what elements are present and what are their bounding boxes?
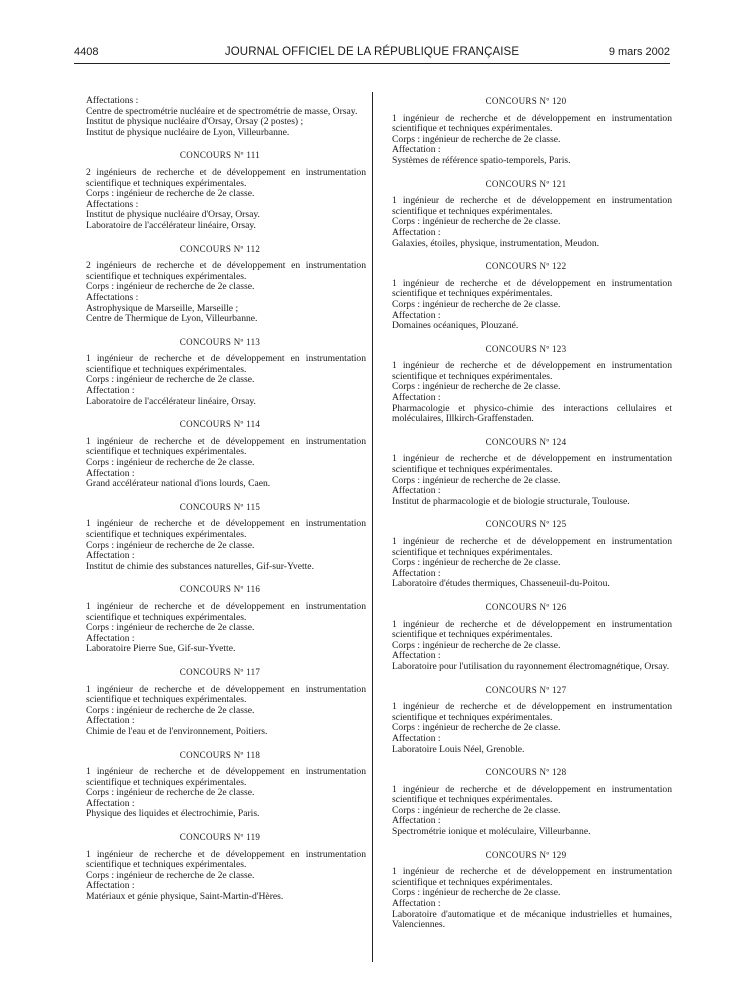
concours-section bbox=[380, 850, 672, 931]
concours-title: CONCOURS Nº 122 bbox=[485, 261, 567, 272]
affectation-label: Affectation : bbox=[86, 632, 135, 644]
concours-corps: Corps : ingénieur de recherche de 2e classe. bbox=[392, 381, 561, 393]
concours-title: CONCOURS Nº 128 bbox=[485, 767, 567, 778]
concours-corps: Corps : ingénieur de recherche de 2e classe. bbox=[392, 722, 561, 734]
affectation-line: Physique des liquides et électrochimie, Paris. bbox=[86, 808, 260, 820]
concours-title: CONCOURS Nº 113 bbox=[179, 336, 261, 347]
concours-corps: Corps : ingénieur de recherche de 2e classe. bbox=[86, 457, 255, 469]
affectation-label: Affectation : bbox=[86, 550, 135, 562]
concours-section bbox=[380, 96, 672, 167]
concours-section bbox=[380, 437, 672, 508]
affectation-label: Affectation : bbox=[392, 815, 441, 827]
concours-description: 1 ingénieur de recherche et de développement en instrumentation scientifique et techniques expérimentales. bbox=[392, 360, 672, 382]
concours-title: CONCOURS Nº 118 bbox=[179, 749, 261, 760]
right-column bbox=[380, 96, 672, 943]
affectation-line: Laboratoire Pierre Sue, Gif-sur-Yvette. bbox=[86, 643, 236, 655]
affectation-line: Institut de physique nucléaire d'Orsay, Orsay (2 postes) ; bbox=[86, 116, 304, 128]
concours-description: 1 ingénieur de recherche et de développement en instrumentation scientifique et techniques expérimentales. bbox=[86, 600, 366, 623]
concours-corps: Corps : ingénieur de recherche de 2e classe. bbox=[86, 539, 255, 551]
concours-description: 1 ingénieur de recherche et de développement en instrumentation scientifique et techniques expérimentales. bbox=[86, 353, 366, 375]
page-number: 4408 bbox=[74, 46, 99, 58]
concours-title: CONCOURS Nº 126 bbox=[485, 601, 567, 612]
concours-section bbox=[380, 602, 672, 673]
affectation-label: Affectation : bbox=[392, 732, 441, 744]
concours-description: 1 ingénieur de recherche et de développement en instrumentation scientifique et techniques expérimentales. bbox=[392, 701, 672, 723]
right-sections bbox=[380, 96, 672, 931]
left-column bbox=[74, 96, 366, 915]
affectation-label: Affectation : bbox=[392, 144, 441, 156]
concours-corps: Corps : ingénieur de recherche de 2e classe. bbox=[86, 622, 255, 634]
affectation-label: Affectations : bbox=[86, 95, 139, 106]
affectation-line: Matériaux et génie physique, Saint-Martin-d'Hères. bbox=[86, 891, 284, 903]
concours-title: CONCOURS Nº 116 bbox=[179, 584, 261, 595]
concours-title: CONCOURS Nº 120 bbox=[485, 96, 567, 106]
concours-corps: Corps : ingénieur de recherche de 2e classe. bbox=[392, 557, 561, 569]
concours-title: CONCOURS Nº 124 bbox=[485, 436, 567, 447]
concours-corps: Corps : ingénieur de recherche de 2e classe. bbox=[392, 474, 561, 486]
concours-title: CONCOURS Nº 127 bbox=[485, 684, 567, 695]
concours-description: 1 ingénieur de recherche et de développement en instrumentation scientifique et techniques expérimentales. bbox=[392, 112, 672, 135]
concours-corps: Corps : ingénieur de recherche de 2e classe. bbox=[392, 887, 561, 899]
affectation-line: Grand accélérateur national d'ions lourds, Caen. bbox=[86, 478, 271, 490]
affectation-label: Affectation : bbox=[86, 467, 135, 479]
affectation-line: Domaines océaniques, Plouzané. bbox=[392, 320, 519, 332]
page-header bbox=[74, 46, 670, 62]
concours-section bbox=[74, 337, 366, 408]
concours-title: CONCOURS Nº 112 bbox=[179, 243, 261, 254]
affectation-label: Affectations : bbox=[86, 198, 139, 210]
column-divider bbox=[372, 92, 373, 962]
affectation-line: Institut de chimie des substances naturelles, Gif-sur-Yvette. bbox=[86, 560, 314, 572]
concours-description: 1 ingénieur de recherche et de développement en instrumentation scientifique et techniques expérimentales. bbox=[86, 518, 366, 540]
affectation-label: Affectations : bbox=[86, 291, 139, 303]
affectation-line: Centre de Thermique de Lyon, Villeurbanne. bbox=[86, 313, 258, 325]
concours-description: 1 ingénieur de recherche et de développement en instrumentation scientifique et techniques expérimentales. bbox=[392, 866, 672, 888]
affectation-label: Affectation : bbox=[392, 226, 441, 238]
intro-affectations bbox=[74, 96, 366, 138]
concours-corps: Corps : ingénieur de recherche de 2e classe. bbox=[392, 216, 561, 228]
affectation-label: Affectation : bbox=[86, 880, 135, 892]
concours-description: 1 ingénieur de recherche et de développement en instrumentation scientifique et techniques expérimentales. bbox=[392, 783, 672, 806]
affectation-line: Chimie de l'eau et de l'environnement, Poitiers. bbox=[86, 725, 268, 737]
concours-description: 1 ingénieur de recherche et de développement en instrumentation scientifique et techniques expérimentales. bbox=[392, 195, 672, 217]
concours-title: CONCOURS Nº 123 bbox=[485, 343, 567, 354]
concours-description: 1 ingénieur de recherche et de développement en instrumentation scientifique et techniques expérimentales. bbox=[86, 683, 366, 706]
affectation-line: Laboratoire de l'accélérateur linéaire, Orsay. bbox=[86, 395, 256, 407]
affectation-label: Affectation : bbox=[392, 650, 441, 662]
concours-title: CONCOURS Nº 125 bbox=[485, 519, 567, 530]
concours-section bbox=[74, 750, 366, 821]
concours-description: 2 ingénieurs de recherche et de développement en instrumentation scientifique et techniques expérimentales. bbox=[86, 166, 366, 189]
affectation-line: Centre de spectrométrie nucléaire et de spectrométrie de masse, Orsay. bbox=[86, 105, 358, 117]
affectation-label: Affectation : bbox=[86, 797, 135, 809]
concours-description: 1 ingénieur de recherche et de développement en instrumentation scientifique et techniques expérimentales. bbox=[86, 766, 366, 788]
affectation-label: Affectation : bbox=[86, 385, 135, 397]
affectation-line: Laboratoire de l'accélérateur linéaire, Orsay. bbox=[86, 219, 256, 231]
concours-section bbox=[74, 832, 366, 903]
concours-section bbox=[74, 244, 366, 325]
concours-corps: Corps : ingénieur de recherche de 2e classe. bbox=[86, 869, 255, 881]
concours-section bbox=[74, 150, 366, 231]
affectation-line: Institut de pharmacologie et de biologie structurale, Toulouse. bbox=[392, 495, 630, 507]
concours-corps: Corps : ingénieur de recherche de 2e classe. bbox=[86, 281, 255, 293]
affectation-line: Pharmacologie et physico-chimie des interactions cellulaires et moléculaires, Illkirch-Graffenstaden. bbox=[392, 402, 672, 425]
concours-title: CONCOURS Nº 119 bbox=[179, 832, 261, 843]
concours-section bbox=[380, 344, 672, 425]
affectation-line: Institut de physique nucléaire d'Orsay, Orsay. bbox=[86, 209, 260, 221]
concours-title: CONCOURS Nº 129 bbox=[485, 849, 567, 860]
concours-section bbox=[380, 519, 672, 590]
affectation-line: Institut de physique nucléaire de Lyon, Villeurbanne. bbox=[86, 126, 290, 138]
affectation-line: Laboratoire Louis Néel, Grenoble. bbox=[392, 743, 525, 755]
concours-corps: Corps : ingénieur de recherche de 2e classe. bbox=[86, 787, 255, 799]
concours-title: CONCOURS Nº 117 bbox=[179, 666, 261, 677]
concours-description: 1 ingénieur de recherche et de développement en instrumentation scientifique et techniques expérimentales. bbox=[86, 848, 366, 871]
affectation-line: Spectrométrie ionique et moléculaire, Villeurbanne. bbox=[392, 826, 591, 838]
concours-description: 1 ingénieur de recherche et de développement en instrumentation scientifique et techniques expérimentales. bbox=[86, 435, 366, 458]
concours-corps: Corps : ingénieur de recherche de 2e classe. bbox=[86, 704, 255, 716]
journal-title: JOURNAL OFFICIEL DE LA RÉPUBLIQUE FRANÇAISE bbox=[224, 46, 520, 58]
concours-description: 1 ingénieur de recherche et de développement en instrumentation scientifique et techniques expérimentales. bbox=[392, 536, 672, 558]
concours-corps: Corps : ingénieur de recherche de 2e classe. bbox=[392, 804, 561, 816]
header-rule bbox=[74, 63, 670, 64]
affectation-line: Astrophysique de Marseille, Marseille ; bbox=[86, 302, 239, 314]
concours-description: 2 ingénieurs de recherche et de développement en instrumentation scientifique et techniques expérimentales. bbox=[86, 260, 366, 282]
concours-title: CONCOURS Nº 121 bbox=[485, 178, 567, 189]
affectation-line: Laboratoire pour l'utilisation du rayonnement électromagnétique, Orsay. bbox=[392, 660, 670, 672]
concours-section bbox=[74, 419, 366, 490]
concours-section bbox=[380, 261, 672, 332]
affectation-line: Laboratoire d'automatique et de mécanique industrielles et humaines, Valenciennes. bbox=[392, 908, 672, 931]
concours-section bbox=[380, 179, 672, 250]
concours-corps: Corps : ingénieur de recherche de 2e classe. bbox=[392, 298, 561, 310]
issue-date: 9 mars 2002 bbox=[608, 46, 670, 58]
concours-section bbox=[74, 502, 366, 573]
concours-title: CONCOURS Nº 111 bbox=[179, 150, 261, 161]
affectation-line: Systèmes de référence spatio-temporels, Paris. bbox=[392, 154, 571, 166]
concours-corps: Corps : ingénieur de recherche de 2e classe. bbox=[86, 374, 255, 386]
affectation-label: Affectation : bbox=[392, 309, 441, 321]
affectation-line: Galaxies, étoiles, physique, instrumentation, Meudon. bbox=[392, 237, 600, 249]
affectation-label: Affectation : bbox=[392, 485, 441, 497]
concours-section bbox=[74, 667, 366, 738]
affectation-line: Laboratoire d'études thermiques, Chasseneuil-du-Poitou. bbox=[392, 578, 610, 590]
concours-description: 1 ingénieur de recherche et de développement en instrumentation scientifique et techniques expérimentales. bbox=[392, 277, 672, 300]
concours-title: CONCOURS Nº 115 bbox=[179, 501, 261, 512]
concours-title: CONCOURS Nº 114 bbox=[179, 419, 261, 430]
left-sections bbox=[74, 150, 366, 902]
affectation-label: Affectation : bbox=[392, 567, 441, 579]
affectation-label: Affectation : bbox=[392, 392, 441, 404]
concours-description: 1 ingénieur de recherche et de développement en instrumentation scientifique et techniques expérimentales. bbox=[392, 453, 672, 476]
affectation-label: Affectation : bbox=[392, 898, 441, 910]
concours-section bbox=[380, 685, 672, 756]
concours-description: 1 ingénieur de recherche et de développement en instrumentation scientifique et techniques expérimentales. bbox=[392, 618, 672, 641]
concours-section bbox=[74, 584, 366, 655]
concours-corps: Corps : ingénieur de recherche de 2e classe. bbox=[392, 133, 561, 145]
concours-section bbox=[380, 767, 672, 838]
concours-corps: Corps : ingénieur de recherche de 2e classe. bbox=[392, 639, 561, 651]
affectation-label: Affectation : bbox=[86, 715, 135, 727]
concours-corps: Corps : ingénieur de recherche de 2e classe. bbox=[86, 188, 255, 200]
